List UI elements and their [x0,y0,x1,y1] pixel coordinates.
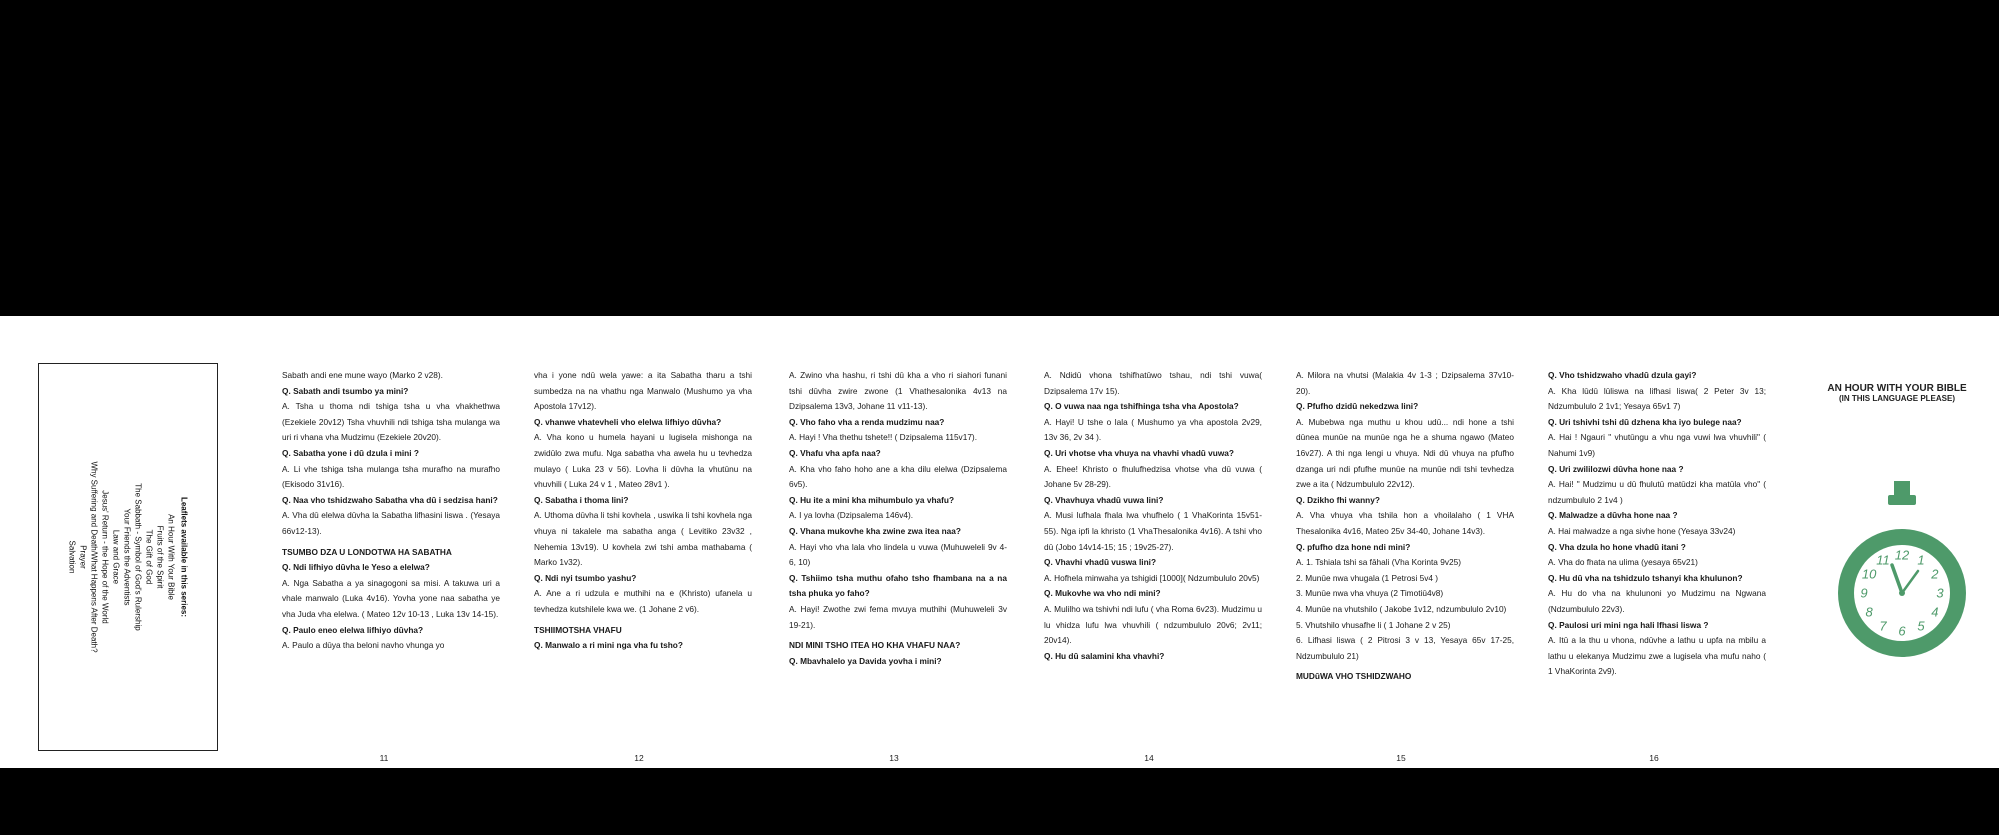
question: Q. Hu dū vha na tshidzulo tshanyi kha khulunon? [1548,572,1743,583]
answer: A. Hayi vho vha lala vho lindela u vuwa (Muhuweleli 9v 4-6, 10) [789,541,1007,568]
question: Q. Vho faho vha a renda mudzimu naa? [789,416,945,427]
question: Q. Vho tshidzwaho vhadū dzula gayi? [1548,370,1697,380]
clock-numeral: 2 [1931,566,1939,582]
cover-subtitle: (IN THIS LANGUAGE PLEASE) [1838,394,1955,403]
answer: A. 1. Tshiala tshi sa fāhali (Vha Korinta 9v25) [1296,557,1461,568]
clock-numeral: 3 [1936,585,1944,601]
answer: A. Vha vhuya vha tshila hon a vhoilalaho ( 1 VHA Thesalonika 4v16, Mateo 25v 34-40, Johane 14v3). [1296,510,1514,536]
page-column-15 [1296,368,1514,685]
answer: 5. Vhutshilo vhusafhe li ( 1 Johane 2 v 25) [1296,619,1451,630]
question: Q. Vhafu vha apfa naa? [789,447,881,458]
clock-center [1899,590,1905,596]
clock-numeral: 9 [1860,585,1868,601]
answer: A. Ndidū vhona tshifhatūwo tshau, ndi tshi vuwa( Dzipsalema 17v 15). [1044,370,1262,396]
question: Q. Sabath andi tsumbo ya mini? [282,385,409,396]
page-number: 12 [634,753,644,763]
page-column-14 [1044,368,1262,664]
answer: vha i yone ndū wela yawe: a ita Sabatha tharu a tshi sumbedza na na vhathu nga Manwalo (Mushumo ya vha Apostola 17v12). [534,370,752,412]
answer: A. Milora na vhutsi (Malakia 4v 1-3 ; Dzipsalema 37v10-20). [1296,370,1514,396]
answer: A. Li vhe tshiga tsha mulanga tsha murafho na murafho (Ekisodo 31v16). [282,463,500,490]
leaflet-list-item: Law and Grace [111,529,121,585]
question: Q. Hu dū salamini kha vhavhi? [1044,650,1165,661]
question: Q. Vha dzula ho hone vhadū itani ? [1548,541,1686,552]
leaflet-list [67,377,190,737]
question: Q. Pfufho dzidū nekedzwa lini? [1296,401,1419,412]
answer: A. Hofhela minwaha ya tshigidi [1000]( Ndzumbululo 20v5) [1044,572,1260,583]
page-column-12 [534,368,752,654]
question: Q. Paulosi uri mini nga hali lfhasi liswa ? [1548,619,1709,630]
page-number: 14 [1144,753,1154,763]
answer: Sabath andi ene mune wayo (Marko 2 v28). [282,370,443,380]
question: Q. Malwadze a dūvha hone naa ? [1548,510,1678,521]
page-column-16 [1548,368,1766,680]
question: Q. Manwalo a ri mini nga vha fu tsho? [534,640,683,651]
question: Q. vhanwe vhatevheli vho elelwa lifhiyo dūvha? [534,416,722,427]
answer: A. Mubebwa nga muthu u khou udū... ndi hone a tshi dūnea munūe na munūe nga he a shuma ngawo (Mateo 16v27). A thi nga lengi u vhuya. Ndi dū vhuya na pfufho dzanga uri ndi pfufhe munūe na munūe ndi tshi tevhedza zwe a ita ( Ndzumbululo 22v12). [1296,416,1514,490]
answer: A. Ehee! Khristo o fhulufhedzisa vhotse vha dū vuwa ( Johane 5v 28-29). [1044,463,1262,490]
question: Q. O vuwa naa nga tshifhinga tsha vha Apostola? [1044,401,1239,412]
answer: A. Itū a la thu u vhona, ndūvhe a lathu u upfa na mbilu a lathu u elekanya Mudzimu zwe a lugisela vha mufu naho ( 1 VhaKorinta 2v9). [1548,635,1766,677]
answer: A. Hu do vha na khulunoni yo Mudzimu na Ngwana (Ndzumbululo 22v3). [1548,588,1766,614]
section-heading: TSUMBO DZA U LONDOTWA HA SABATHA [282,546,452,557]
question: Q. Vhana mukovhe kha zwine zwa itea naa? [789,525,961,536]
answer: A. Uthoma dūvha li tshi kovhela , uswika li tshi kovhela nga vhuya ni takalele ma sabatha anga ( Levitiko 23v32 , Nehemia 13v19). U kovhela zwi tshi amba mathabama ( Marko 1v32). [534,510,752,568]
page-column-13 [789,368,1007,669]
leaflet-list-item: An Hour With Your Bible [166,514,176,600]
question: Q. Uri tshivhi tshi dū dzhena kha iyo bulege naa? [1548,416,1742,427]
page-number: 13 [889,753,899,763]
answer: A. Musi lufhala fhala lwa vhufhelo ( 1 VhaKorinta 15v51-55). Nga ipfi la khristo (1 VhaThesalonika 4v16). A tshi vho dū (Jobo 14v14-15; 15 ; 19v25-27). [1044,510,1262,552]
answer: A. Kha vho faho hoho ane a kha dilu elelwa (Dzipsalema 6v5). [789,463,1007,490]
answer: A. Vha kono u humela hayani u lugisela mishonga na zwidūlo zwa mufu. Nga sabatha vha awela hu u tevhedza mulayo ( Luka 23 v 56). Lovha li dūvha la vhutūnu na vhuvhili ( Luka 24 v 1 , Mateo 28v1 ). [534,432,752,490]
answer: A. Tsha u thoma ndi tshiga tsha u vha vhakhethwa (Ezekiele 20v12) Tsha vhuvhili ndi tshiga tsha mulanga wa uri ri vhana vha Mudzimu (Ezekiele 20v20). [282,401,500,443]
page-number: 15 [1396,753,1406,763]
answer: A. Mulilho wa tshivhi ndi lufu ( vha Roma 6v23). Mudzimu u lu vhidza lufu lwa vhuvhili ( ndzumbululo 20v6; 2v11; 20v14). [1044,603,1262,646]
question: Q. Ndi nyi tsumbo yashu? [534,572,637,583]
question: Q. Sabatha yone i dū dzula i mini ? [282,447,419,458]
leaflet-list-item: Fruits of the Spirit [155,525,165,589]
clock-numeral: 12 [1894,547,1910,563]
section-heading: TSHIIMOTSHA VHAFU [534,624,622,635]
answer: 4. Munūe na vhutshilo ( Jakobe 1v12, ndzumbululo 2v10) [1296,603,1507,614]
clock-numeral: 7 [1879,618,1887,634]
answer: 2. Munūe nwa vhugala (1 Petrosi 5v4 ) [1296,572,1439,583]
leaflet-list-item: Your Friends the Adventists [122,508,132,606]
answer: 6. Lifhasi liswa ( 2 Pitrosi 3 v 13, Yesaya 65v 17-25, Ndzumbululo 21) [1296,635,1514,661]
leaflet-list-box [38,363,218,751]
question: Q. Mukovhe wa vho ndi mini? [1044,588,1161,599]
answer: A. Hai malwadze a nga sivhe hone (Yesaya 33v24) [1548,525,1736,536]
question: Q. Vhavhuya vhadū vuwa lini? [1044,494,1164,505]
leaflet-list-item: The Gift of God [144,529,154,585]
clock-numeral: 5 [1917,618,1925,634]
question: Q. Sabatha i thoma lini? [534,494,629,505]
cover-title-block [1822,383,1972,403]
question: Q. Mbavhalelo ya Davida yovha i mini? [789,655,942,666]
question: Q. Paulo eneo elelwa lifhiyo dūvha? [282,624,424,635]
page-number: 16 [1649,753,1659,763]
clock-numeral: 6 [1898,623,1906,639]
question: Q. Uri vhotse vha vhuya na vhavhi vhadū vuwa? [1044,447,1234,458]
leaflet-list-item: Jesus' Return - the Hope of the World [100,490,110,624]
clock-crown-cap [1888,495,1916,505]
question: Q. Naa vho tshidzwaho Sabatha vha dū i sedzisa hani? [282,494,498,505]
clock-numeral: 10 [1861,566,1877,582]
clock-icon [1834,481,1970,681]
clock-numeral: 8 [1865,604,1873,620]
answer: A. Hayi! Zwothe zwi fema mvuya muthihi (Muhuweleli 3v 19-21). [789,603,1007,630]
leaflet-list-item: Prayer [78,545,88,569]
section-heading: MUDūWA VHO TSHIDZWAHO [1296,671,1412,682]
answer: A. Hai ! Ngauri " vhutūngu a vhu nga vuwi lwa vhuvhili" ( Nahumi 1v9) [1548,432,1766,458]
page-number: 11 [379,753,389,763]
answer: A. I ya lovha (Dzipsalema 146v4). [789,510,914,521]
leaflet-list-item: The Sabbath - Symbol of God's Rulership [133,483,143,631]
answer: A. Vha dū elelwa dūvha la Sabatha lifhasini liswa . (Yesaya 66v12-13). [282,510,500,536]
answer: A. Paulo a dūya tha beloni navho vhunga yo [282,640,445,651]
answer: 3. Munūe nwa vha vhuya (2 Timotiū4v8) [1296,588,1444,599]
leaflet-list-heading: Leaflets available in this series: [179,496,189,618]
clock-numeral: 1 [1917,552,1925,568]
question: Q. Uri zwililozwi dūvha hone naa ? [1548,463,1684,474]
answer: A. Hai! " Mudzimu u dū fhulutū matūdzi kha matūla vho" ( ndzumbululo 2 1v4 ) [1548,479,1766,505]
cover-title: AN HOUR WITH YOUR BIBLE [1827,383,1967,394]
answer: A. Kha lūdū lūliswa na lifhasi liswa( 2 Peter 3v 13; Ndzumbululo 2 1v1; Yesaya 65v1 7) [1548,385,1766,412]
answer: A. Hayi! U tshe o lala ( Mushumo ya vha apostola 2v29, 13v 36, 2v 34 ). [1044,416,1262,443]
booklet-page-spread [0,316,1999,768]
answer: A. Hayi ! Vha thethu tshete!! ( Dzipsalema 115v17). [789,432,978,443]
section-heading: NDI MINI TSHO ITEA HO KHA VHAFU NAA? [789,640,961,651]
page-column-11 [282,368,500,654]
question: Q. Hu ite a mini kha mihumbulo ya vhafu? [789,494,955,505]
clock-numeral: 4 [1931,604,1939,620]
leaflet-list-item: Why Suffering and Death/What Happens After Death? [89,461,99,653]
clock-numeral: 11 [1876,552,1890,568]
answer: A. Nga Sabatha a ya sinagogoni sa misi. A takuwa uri a vhale manwalo (Luka 4v16). Yovha yone naa sabatha ye vha Juda vha elelwa. ( Mateo 12v 10-13 , Luka 13v 14-15). [282,577,500,619]
answer: A. Vha do fhata na ulima (yesaya 65v21) [1548,557,1698,568]
answer: A. Ane a ri udzula e muthihi na e (Khristo) ufanela u tevhedza kutshilele kwa we. (1 Johane 2 v6). [534,588,752,614]
leaflet-list-item: Salvation [67,540,77,574]
question: Q. Ndi lifhiyo dūvha le Yeso a elelwa? [282,562,430,573]
question: Q. pfufho dza hone ndi mini? [1296,541,1411,552]
question: Q. Vhavhi vhadū vuswa lini? [1044,557,1157,568]
question: Q. Tshiimo tsha muthu ofaho tsho fhambana na a na tsha phuka yo faho? [789,572,1007,599]
answer: A. Zwino vha hashu, ri tshi dū kha a vho ri siahori funani tshi dūvha zwire zwone (1 Vhathesalonika 4v13 na Dzipsalema 13v3, Johane 11 v11-13). [789,370,1007,412]
question: Q. Dzikho fhi wanny? [1296,494,1380,505]
